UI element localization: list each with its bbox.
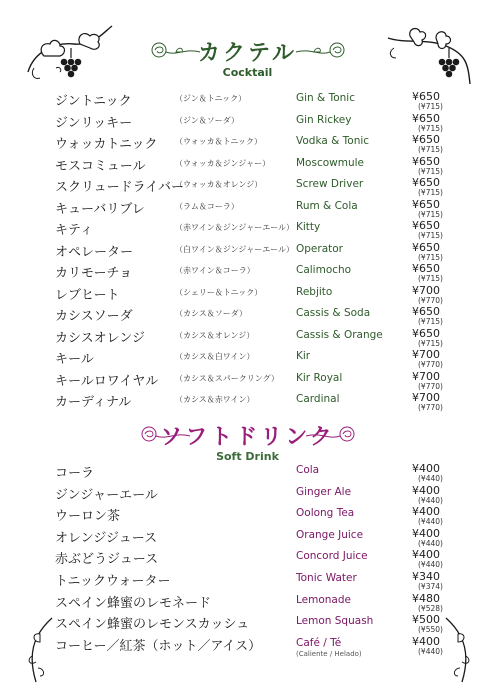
item-price: ¥650 [412,305,440,318]
item-name-jp: オペレーター [55,244,134,260]
item-ingredients: （カシス＆ソーダ） [175,309,247,318]
cocktail-heading [0,36,495,79]
item-name-jp: キティ [55,223,93,238]
item-name-en: Tonic Water [296,572,357,584]
menu-item [0,283,495,304]
menu-item [0,240,495,261]
item-price: ¥650 [412,240,440,254]
item-price: ¥650 [412,262,440,275]
menu-item [0,261,495,282]
item-ingredients: （カシス＆オレンジ） [175,330,255,340]
item-name-en: Cola [296,464,320,476]
item-price-tax: (¥715) [418,209,443,219]
menu-item [0,390,495,411]
item-price-tax: (¥440) [418,495,443,505]
item-price: ¥500 [412,613,440,627]
vine-icon [22,616,58,686]
item-name-jp: ジンジャーエール [55,487,158,503]
item-name-jp: カリモーチョ [55,266,133,281]
item-price: ¥650 [412,90,440,103]
item-price-tax: (¥440) [418,646,443,656]
item-price-tax: (¥770) [418,295,443,305]
item-name-jp: カシスソーダ [55,309,133,324]
item-price-tax: (¥715) [418,166,443,176]
item-price: ¥700 [412,348,440,361]
item-ingredients: （ウォッカ＆オレンジ） [175,180,263,189]
item-name-jp: モスコミュール [55,158,146,174]
item-name-jp: コーヒー／紅茶（ホット／アイス） [55,638,262,654]
item-name-en: Kir [296,350,311,362]
menu-item [0,326,495,347]
item-name-jp: ウォッカトニック [55,137,158,152]
soft-drink-heading [0,420,495,463]
item-price-tax: (¥374) [418,582,443,591]
item-name-en: Kitty [296,221,321,233]
menu-item [0,218,495,239]
item-name-jp: オレンジジュース [55,530,158,546]
item-price: ¥650 [412,133,440,146]
rose-icon [304,422,360,448]
item-price: ¥650 [412,176,440,189]
item-name-en: Cassis & Orange [296,328,383,341]
soft-drink-title-jp: ソフトドリンク [160,425,335,450]
item-name-en: Vodka & Tonic [296,135,370,147]
item-ingredients: （ジン＆ソーダ） [175,115,240,125]
item-price: ¥650 [412,326,440,340]
menu-item [0,197,495,218]
menu-item [0,483,495,504]
item-price: ¥650 [412,154,440,168]
item-price-tax: (¥715) [418,231,443,240]
item-ingredients: （ラム＆コーラ） [175,201,239,211]
item-name-jp: カーディナル [55,395,132,410]
menu-item [0,461,495,482]
item-name-en: Ginger Ale [296,485,352,498]
item-price-tax: (¥770) [418,360,443,369]
item-ingredients: （シェリー＆トニック） [175,287,263,297]
item-ingredients: （ジン＆トニック） [175,94,247,103]
item-price-tax: (¥440) [418,538,443,548]
item-name-en: Moscowmule [296,156,364,169]
menu-item [0,132,495,153]
item-name-en: Kir Royal [296,371,343,384]
rose-icon [136,422,192,448]
item-ingredients: （ウォッカ＆トニック） [175,137,263,146]
item-price: ¥650 [412,197,440,211]
menu-item [0,526,495,547]
menu-item [0,634,495,658]
item-price: ¥400 [412,548,440,562]
item-price-tax: (¥715) [418,274,443,283]
item-name-sub: (Caliente / Helado) [296,649,362,658]
item-price-tax: (¥440) [418,560,443,570]
item-name-jp: ジントニック [55,94,132,109]
rose-icon [294,38,350,64]
item-price-tax: (¥715) [418,123,443,133]
item-price-tax: (¥715) [418,145,443,154]
item-name-en: Calimocho [296,264,352,276]
item-price: ¥340 [412,570,440,583]
item-price-tax: (¥715) [418,317,443,326]
menu-item [0,504,495,525]
menu-item [0,111,495,132]
soft-drink-title-en: Soft Drink [216,450,279,463]
item-price: ¥400 [412,505,440,519]
item-price-tax: (¥715) [418,188,443,197]
menu-item [0,89,495,110]
item-ingredients: （カシス＆スパークリング） [175,373,279,383]
item-price: ¥400 [412,526,440,540]
item-ingredients: （赤ワイン＆ジンジャーエール） [175,223,295,232]
item-name-jp: ジンリッキー [55,115,133,131]
item-price: ¥700 [412,391,440,404]
item-name-en: Café / Té [296,636,342,649]
item-name-en: Gin & Tonic [296,92,355,104]
item-price-tax: (¥550) [418,625,443,635]
rose-icon [146,38,202,64]
item-name-en: Operator [296,242,343,255]
item-price: ¥700 [412,369,440,383]
item-name-jp: キール [55,352,94,367]
item-price-tax: (¥770) [418,403,443,412]
menu-item [0,591,495,612]
cocktail-title-jp: カクテル [198,41,297,66]
item-name-jp: コーラ [55,466,95,481]
item-name-en: Lemonade [296,593,351,606]
menu-item [0,547,495,568]
menu-item [0,175,495,196]
item-name-en: Rum & Cola [296,199,358,212]
item-ingredients: （白ワイン＆ジンジャーエール） [175,244,295,254]
item-ingredients: （カシス＆赤ワイン） [175,395,255,404]
item-name-en: Cassis & Soda [296,307,371,319]
vine-icon [440,616,476,686]
item-name-jp: キューバリブレ [55,201,145,217]
item-name-jp: トニックウォーター [55,574,171,589]
item-price-tax: (¥715) [418,338,443,348]
item-name-en: Cardinal [296,393,340,405]
item-price-tax: (¥528) [418,603,443,613]
item-ingredients: （ウォッカ＆ジンジャー） [175,158,271,168]
item-name-jp: スクリュードライバー [55,180,184,195]
menu-item [0,154,495,175]
item-price-tax: (¥715) [418,102,443,111]
item-ingredients: （カシス＆白ワイン） [175,352,255,361]
menu-item [0,304,495,325]
item-name-jp: レブヒート [55,287,120,303]
menu-item [0,569,495,590]
item-price: ¥700 [412,283,440,297]
menu-item [0,347,495,368]
item-price: ¥400 [412,483,440,497]
item-price-tax: (¥440) [418,474,443,483]
item-name-en: Rebjito [296,285,333,298]
item-price-tax: (¥440) [418,517,443,527]
item-price: ¥650 [412,219,440,232]
item-name-jp: ウーロン茶 [55,509,121,525]
item-name-en: Lemon Squash [296,615,374,628]
item-price-tax: (¥715) [418,252,443,262]
menu-item [0,369,495,390]
item-name-en: Concord Juice [296,550,368,563]
item-price-tax: (¥770) [418,381,443,391]
cocktail-title-en: Cocktail [222,66,273,79]
item-name-en: Screw Driver [296,178,364,190]
item-price: ¥650 [412,111,440,125]
item-ingredients: （赤ワイン＆コーラ） [175,266,255,275]
item-price: ¥400 [412,634,440,648]
menu-item [0,612,495,633]
item-name-jp: カシスオレンジ [55,330,145,346]
item-name-jp: キールロワイヤル [55,373,159,389]
item-name-jp: スペイン蜂蜜のレモネード [55,595,212,611]
item-price: ¥480 [412,591,440,605]
item-name-jp: 赤ぶどうジュース [55,552,159,568]
item-name-en: Orange Juice [296,528,364,541]
item-price: ¥400 [412,462,440,475]
item-name-en: Gin Rickey [296,113,352,126]
item-name-jp: スペイン蜂蜜のレモンスカッシュ [55,617,250,633]
item-name-en: Oolong Tea [296,507,355,520]
